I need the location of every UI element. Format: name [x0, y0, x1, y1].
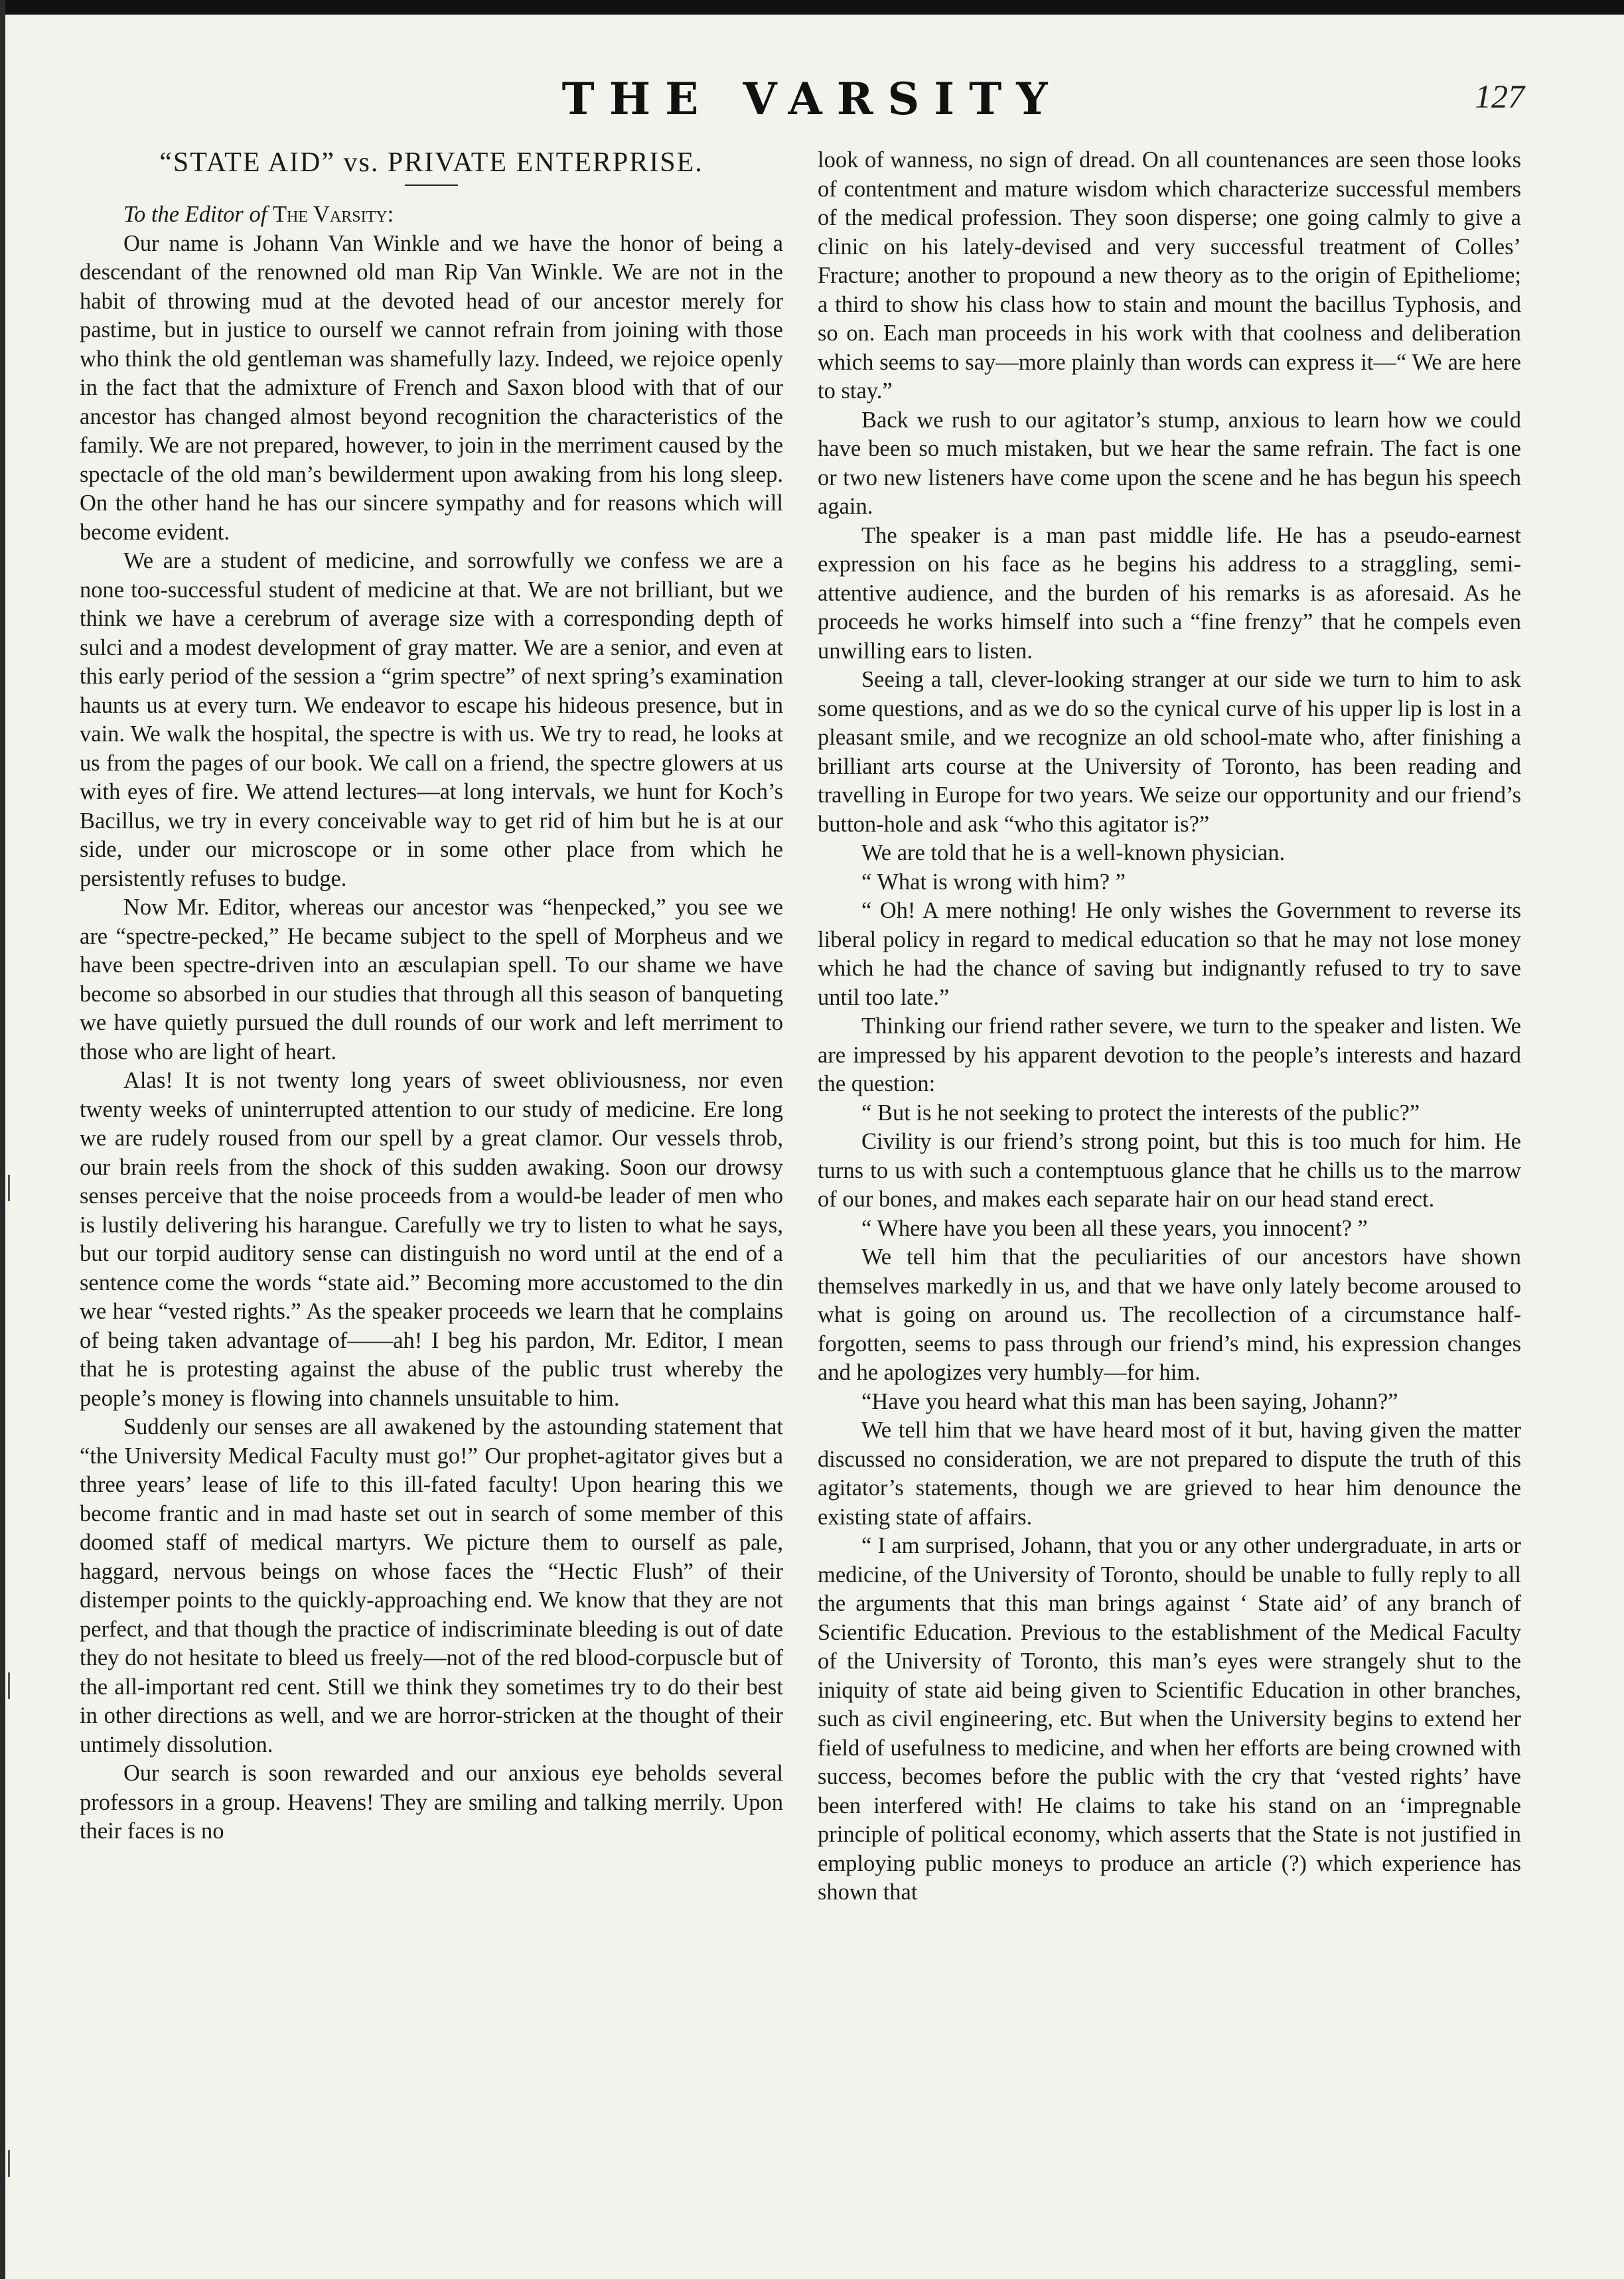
right-column [818, 146, 1521, 1907]
scan-artifact [8, 1672, 10, 1699]
paragraph: We are told that he is a well-known physician. [861, 840, 1286, 865]
salutation-publication: The Varsity: [272, 202, 394, 227]
page-number: 127 [1475, 78, 1524, 115]
scan-artifact [8, 2150, 10, 2177]
paragraph: Suddenly our senses are all awakened by the astounding statement that “the University Medical Faculty must go!” Our prophet-agitator gives but a three years’ lease of life to this ill-fated faculty! Upon hearing this we become frantic and in mad haste set out in search of some member of this doomed staff of medical martyrs. We picture them to ourself as pale, haggard, nervous beings on whose faces the “Hectic Flush” of their distemper points to the quickly-approaching end. We know that they are not perfect, and that though the practice of indiscriminate bleeding is out of date they do not hesitate to bleed us freely—not of the red blood-corpuscle but of the all-important red cent. Still we think they sometimes try to do their best in other directions as well, and we are horror-stricken at the thought of their untimely dissolution. [80, 1414, 783, 1757]
paragraph: “ Oh! A mere nothing! He only wishes the Government to reverse its liberal policy in regard to medical education so that he may not lose money which he had the chance of saving but indignantly refused to try to save until too late.” [818, 898, 1521, 1010]
paragraph: Alas! It is not twenty long years of sweet obliviousness, nor even twenty weeks of uninterrupted attention to our study of medicine. Ere long we are rudely roused from our spell by a great clamor. Our vessels throb, our brain reels from the shock of this sudden awaking. Soon our drowsy senses perceive that the noise proceeds from a would-be leader of men who is lustily delivering his harangue. Carefully we try to listen to what he says, but our torpid auditory sense can distinguish no word until at the end of a sentence come the words “state aid.” Becoming more accustomed to the din we hear “vested rights.” As the speaker proceeds we learn that he complains of being taken advantage of——ah! I beg his pardon, Mr. Editor, I mean that he is protesting against the abuse of the public trust whereby the people’s money is flowing into channels unsuitable to him. [80, 1068, 783, 1411]
paragraph-continuation: look of wanness, no sign of dread. On all countenances are seen those looks of contentment and mature wisdom which characterize successful members of the medical profession. They soon disperse; one going calmly to give a clinic on his lately-devised and very successful treatment of Colles’ Fracture; another to propound a new theory as to the origin of Epitheliome; a third to show his class how to stain and mount the bacillus Typhosis, and so on. Each man proceeds in his work with that coolness and deliberation which seems to say—more plainly than words can express it—“ We are here to stay.” [818, 147, 1521, 404]
paragraph: We are a student of medicine, and sorrowfully we confess we are a none too-successful student of medicine at that. We are not brilliant, but we think we have a cerebrum of average size with a corresponding depth of sulci and a modest development of gray matter. We are a senior, and even at this early period of the session a “grim spectre” of next spring’s examination haunts us at every turn. We endeavor to escape his hideous presence, but in vain. We walk the hospital, the spectre is with us. We try to read, he looks at us from the pages of our book. We call on a friend, the spectre glowers at us with eyes of fire. We attend lectures—at long intervals, we hunt for Koch’s Bacillus, we try in every conceivable way to get rid of him but he is at our side, under our microscope or in some other place from which he persistently refuses to budge. [80, 548, 783, 891]
article-headline: “STATE AID” vs. PRIVATE ENTERPRISE. [159, 147, 703, 178]
paragraph: The speaker is a man past middle life. He has a pseudo-earnest expression on his face as he begins his address to a straggling, semi-attentive audience, and the burden of his remarks is as aforesaid. As he proceeds he works himself into such a “fine frenzy” that he compels even unwilling ears to listen. [818, 522, 1521, 664]
left-column [80, 146, 783, 1846]
masthead: THE VARSITY [561, 73, 1063, 125]
headline-rule [405, 184, 458, 186]
paragraph: “ Where have you been all these years, you innocent? ” [861, 1215, 1368, 1241]
paragraph: Our search is soon rewarded and our anxious eye beholds several professors in a group. Heavens! They are smiling and talking merrily. Upon their faces is no [80, 1761, 783, 1844]
paragraph: “ But is he not seeking to protect the interests of the public?” [861, 1100, 1420, 1126]
salutation-prefix: To the Editor of [123, 202, 267, 227]
paragraph: Seeing a tall, clever-looking stranger at our side we turn to him to ask some questions, and as we do so the cynical curve of his upper lip is lost in a pleasant smile, and we recognize an old school-mate who, after finishing a brilliant arts course at the University of Toronto, has been reading and travelling in Europe for two years. We seize our opportunity and our friend’s button-hole and ask “who this agitator is?” [818, 667, 1521, 837]
paragraph: Our name is Johann Van Winkle and we have the honor of being a descendant of the renowned old man Rip Van Winkle. We are not in the habit of throwing mud at the devoted head of our ancestor merely for pastime, but in justice to ourself we cannot refrain from joining with those who think the old gentleman was shamefully lazy. Indeed, we rejoice openly in the fact that the admixture of French and Saxon blood with that of our ancestor has changed almost beyond recognition the characteristics of the family. We are not prepared, however, to join in the merriment caused by the spectacle of the old man’s bewilderment upon awaking from his long sleep. On the other hand he has our sincere sympathy and for reasons which will become evident. [80, 230, 783, 545]
page-top-edge [0, 0, 1624, 15]
page-left-edge [0, 0, 5, 2279]
paragraph: “ What is wrong with him? ” [861, 869, 1126, 895]
paragraph: Thinking our friend rather severe, we turn to the speaker and listen. We are impressed by his apparent devotion to the people’s interests and hazard the question: [818, 1013, 1521, 1096]
paragraph: “ I am surprised, Johann, that you or any other undergraduate, in arts or medicine, of the University of Toronto, should be unable to fully reply to all the arguments that this man brings against ‘ State aid’ of any branch of Scientific Education. Previous to the establishment of the Medical Faculty of the University of Toronto, this man’s eyes were strangely shut to the iniquity of state aid being given to Scientific Education in other branches, such as civil engineering, etc. But when the University begins to extend her field of usefulness to medicine, and when her efforts are being crowned with success, becomes before the public with the cry that ‘vested rights’ have been interfered with! He claims to take his stand on an ‘impregnable principle of political economy, which asserts that the State is not justified in employing public moneys to produce an article (?) which experience has shown that [818, 1533, 1521, 1905]
scan-artifact [8, 1175, 10, 1201]
paragraph: Back we rush to our agitator’s stump, anxious to learn how we could have been so much mistaken, but we hear the same refrain. The fact is one or two new listeners have come upon the scene and he has begun his speech again. [818, 407, 1521, 519]
paragraph: Now Mr. Editor, whereas our ancestor was “henpecked,” you see we are “spectre-pecked,” He became subject to the spell of Morpheus and we have been spectre-driven into an æsculapian spell. To our shame we have become so absorbed in our studies that through all this season of banqueting we have quietly pursued the dull rounds of our work and left merriment to those who are light of heart. [80, 895, 783, 1065]
paragraph: “Have you heard what this man has been saying, Johann?” [861, 1388, 1398, 1414]
salutation [80, 200, 783, 230]
paragraph: Civility is our friend’s strong point, but this is too much for him. He turns to us with such a contemptuous glance that he chills us to the marrow of our bones, and makes each separate hair on our head stand erect. [818, 1129, 1521, 1212]
paragraph: We tell him that the peculiarities of our ancestors have shown themselves markedly in us, and that we have only lately become aroused to what is going on around us. The recollection of a circumstance half-forgotten, seems to pass through our friend’s mind, his expression changes and he apologizes very humbly—for him. [818, 1244, 1521, 1385]
paragraph: We tell him that we have heard most of it but, having given the matter discussed no consideration, we are not prepared to dispute the truth of this agitator’s statements, though we are grieved to hear him denounce the existing state of affairs. [818, 1418, 1521, 1530]
